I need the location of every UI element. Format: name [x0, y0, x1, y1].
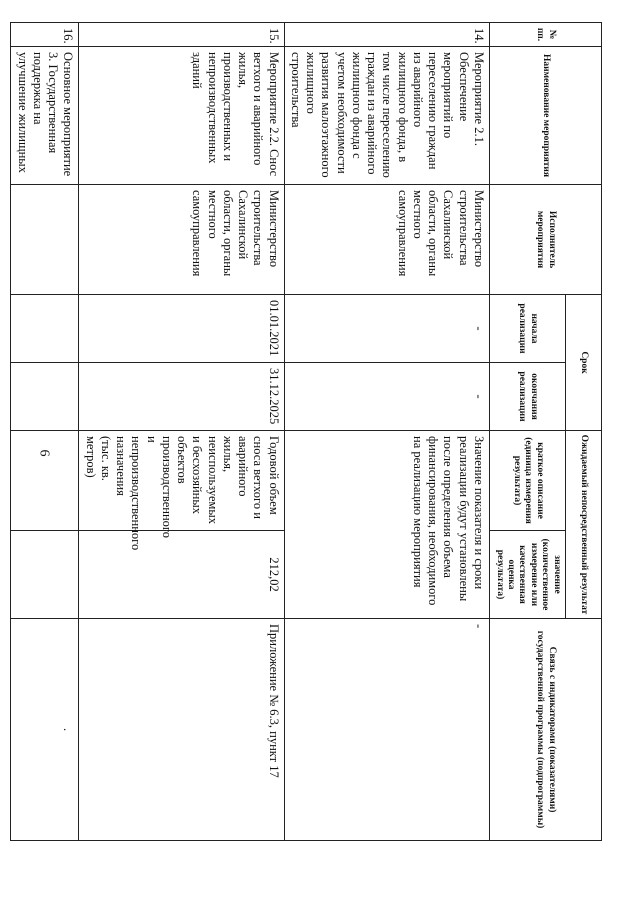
header-short-desc: краткое описание (единица измерения результата): [490, 431, 566, 531]
row-name: Мероприятие 2.1. Обеспечение мероприятий по переселению граждан из аварийного жилищного фонда, в том числе переселению граждан из аварийного жилищного фонда с учетом необходимости развития малоэтажного жилищного строительства: [284, 47, 489, 185]
measures-table: [11, 22, 603, 841]
row-executor: Министерство строительства Сахалинской области, органы местного самоуправления: [79, 185, 284, 295]
table-header: [490, 23, 602, 841]
header-executor: Исполнитель мероприятия: [490, 185, 602, 295]
header-link: Связь с индикаторами (показателями) государственной программы (подпрограммы): [490, 619, 602, 841]
header-term-end: окончания реализации: [490, 363, 566, 431]
row-end: 31.12.2025: [79, 363, 284, 431]
row-start: 01.01.2021: [79, 295, 284, 363]
row-end: [11, 363, 79, 431]
header-expected: Ожидаемый непосредственный результат: [566, 431, 602, 619]
row-start: [11, 295, 79, 363]
row-desc: Значение показателя и сроки реализации будут установлены после определения объема финансирования, необходимого на реализацию мероприятия: [284, 431, 489, 619]
row-desc: [11, 431, 79, 531]
table-row: [284, 23, 489, 841]
row-name: Основное мероприятие 3. Государственная поддержка на улучшение жилищных: [11, 47, 79, 185]
document-page: [15, 22, 602, 840]
row-num: 14.: [284, 23, 489, 47]
row-value: 212,02: [79, 531, 284, 619]
row-link: .: [11, 619, 79, 841]
rotated-table-wrapper: [15, 22, 602, 840]
header-term-start: начала реализации: [490, 295, 566, 363]
header-term: Срок: [566, 295, 602, 431]
row-end: -: [284, 363, 489, 431]
row-link: -: [284, 619, 489, 841]
row-num: 15.: [79, 23, 284, 47]
page-number: 6: [36, 449, 52, 457]
row-link: Приложение № 6.3, пункт 17: [79, 619, 284, 841]
table-row: [79, 23, 284, 841]
header-name: Наименование мероприятия: [490, 47, 602, 185]
header-value: значение (количественное измерение или качественная оценка результата): [490, 531, 566, 619]
row-start: -: [284, 295, 489, 363]
row-desc: Годовой объем сноса ветхого и аварийного жилья, неиспользуемых и бесхозяйных объектов производственного и непроизводственного назначения (тыс. кв. метров): [79, 431, 284, 531]
row-name: Мероприятие 2.2. Снос ветхого и аварийного жилья, производственных и непроизводственных зданий: [79, 47, 284, 185]
row-value: [11, 531, 79, 619]
row-executor: [11, 185, 79, 295]
header-num: № пп.: [490, 23, 602, 47]
table-row: [11, 23, 79, 841]
row-executor: Министерство строительства Сахалинской области, органы местного самоуправления: [284, 185, 489, 295]
row-num: 16.: [11, 23, 79, 47]
